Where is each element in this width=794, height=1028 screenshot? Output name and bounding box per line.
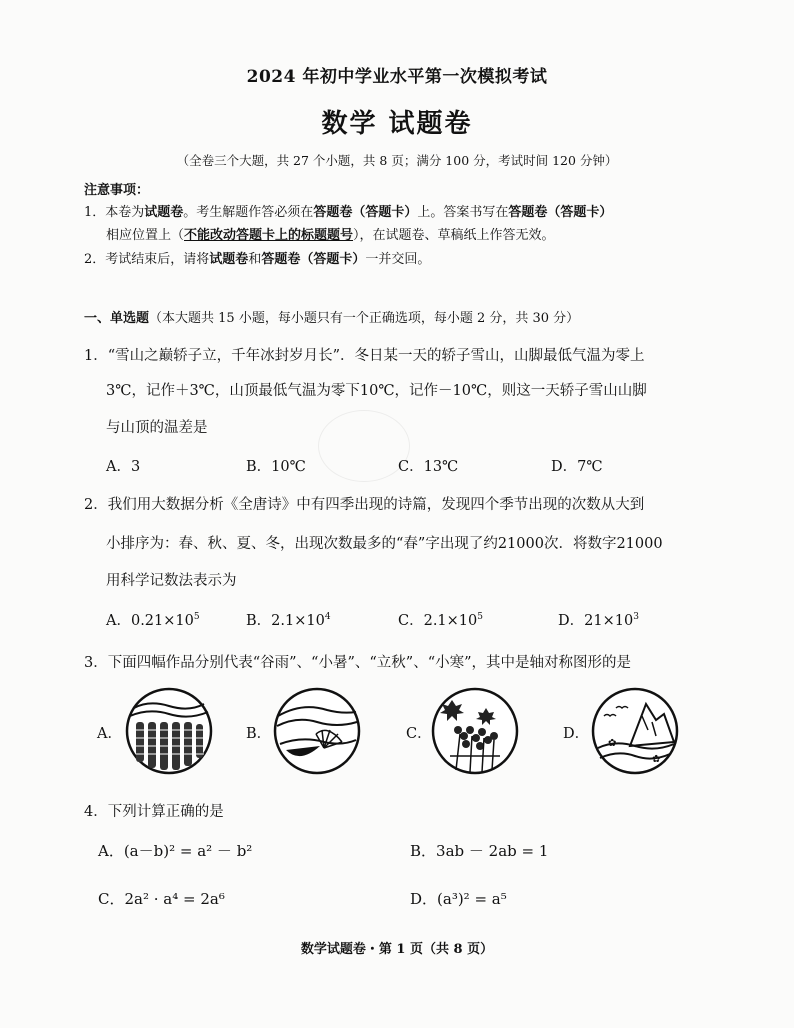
notice-text: 和 — [248, 252, 262, 267]
notice-emph: 答题卷（答题卡） — [261, 252, 366, 267]
section-desc: （本大题共 15 小题，每小题只有一个正确选项，每小题 2 分，共 30 分） — [149, 311, 580, 326]
notice-item-1 — [84, 201, 612, 220]
notice-text: 1．本卷为 — [84, 205, 145, 220]
exponent: 5 — [477, 612, 483, 623]
exponent: 4 — [324, 612, 331, 623]
exam-subtitle: 数学 试题卷 — [321, 109, 473, 139]
notice-item-1-line2 — [106, 224, 555, 243]
q3-label-b: B． — [246, 726, 272, 742]
q3-label-d: D． — [563, 726, 590, 742]
notice-text: 上。答案书写在 — [417, 205, 509, 220]
svg-text:✿: ✿ — [608, 738, 617, 749]
q3-label-c: C． — [406, 726, 432, 742]
q3-label-a: A． — [97, 726, 122, 742]
exam-title: 2024 年初中学业水平第一次模拟考试 — [246, 67, 548, 87]
notice-item-2 — [84, 248, 430, 267]
exponent: 5 — [193, 612, 200, 623]
notice-text: 2．考试结束后，请将 — [84, 252, 210, 267]
q4-option-b: B．3ab － 2ab = 1 — [410, 842, 549, 860]
figure-b-fan — [272, 686, 362, 776]
notice-emph: 不能改动答题卡上的标题题号 — [184, 228, 354, 243]
option-text: D．21×10 — [558, 613, 634, 629]
q1-option-b: B．10℃ — [246, 459, 306, 475]
q1-line1: 1．“雪山之巅轿子立，千年冰封岁月长”．冬日某一天的轿子雪山，山脚最低气温为零上 — [84, 348, 645, 364]
q2-option-b — [246, 609, 331, 630]
figure-d-mountain — [590, 686, 680, 776]
option-text: B．2.1×10 — [246, 613, 325, 629]
option-text: C．2.1×10 — [398, 613, 478, 629]
notice-text: ），在试题卷、草稿纸上作答无效。 — [353, 228, 555, 243]
notice-text: 相应位置上（ — [106, 228, 185, 243]
q1-option-a: A．3 — [106, 459, 141, 475]
section-title: 一、单选题 — [84, 311, 150, 326]
page-footer: 数学试题卷・第 1 页（共 8 页） — [300, 942, 494, 957]
q4-option-d: D．(a³)² = a⁵ — [410, 890, 507, 908]
q2-line2: 小排序为：春、秋、夏、冬，出现次数最多的“春”字出现了约21000次．将数字21000 — [106, 536, 663, 552]
notice-text: 一并交回。 — [365, 252, 431, 267]
q2-option-d — [558, 609, 639, 630]
q1-option-c: C．13℃ — [398, 459, 459, 475]
svg-text:✿: ✿ — [652, 754, 661, 765]
notice-heading: 注意事项： — [84, 183, 150, 198]
q1-line3: 与山顶的温差是 — [106, 420, 208, 436]
figure-a-wheat — [124, 686, 214, 776]
notice-text: 。考生解题作答必须在 — [183, 205, 314, 220]
exam-info: （全卷三个大题，共 27 个小题，共 8 页；满分 100 分，考试时间 120 分钟） — [176, 153, 618, 168]
q2-line1: 2．我们用大数据分析《全唐诗》中有四季出现的诗篇，发现四个季节出现的次数从大到 — [84, 497, 645, 513]
exponent: 3 — [633, 612, 639, 623]
q4-option-a: A．(a－b)² = a² － b² — [98, 842, 253, 860]
q2-line3: 用科学记数法表示为 — [106, 573, 237, 589]
q1-line2: 3℃，记作＋3℃，山顶最低气温为零下10℃，记作－10℃，则这一天轿子雪山山脚 — [106, 383, 647, 399]
notice-emph: 答题卷（答题卡） — [313, 205, 418, 220]
notice-emph: 试题卷 — [209, 252, 249, 267]
faint-stamp — [318, 410, 410, 482]
q2-option-c — [398, 609, 483, 630]
figure-c-autumn — [430, 686, 520, 776]
q3-line1: 3．下面四幅作品分别代表“谷雨”、“小暑”、“立秋”、“小寒”，其中是轴对称图形的是 — [84, 655, 632, 671]
q4-option-c: C．2a² · a⁴ = 2a⁶ — [98, 890, 225, 908]
q2-option-a — [106, 609, 200, 630]
q4-line1: 4．下列计算正确的是 — [84, 804, 224, 820]
q1-option-d: D．7℃ — [551, 459, 603, 475]
section-heading — [84, 307, 579, 326]
notice-emph: 答题卷（答题卡） — [508, 205, 613, 220]
notice-emph: 试题卷 — [144, 205, 184, 220]
option-text: A．0.21×10 — [106, 613, 194, 629]
